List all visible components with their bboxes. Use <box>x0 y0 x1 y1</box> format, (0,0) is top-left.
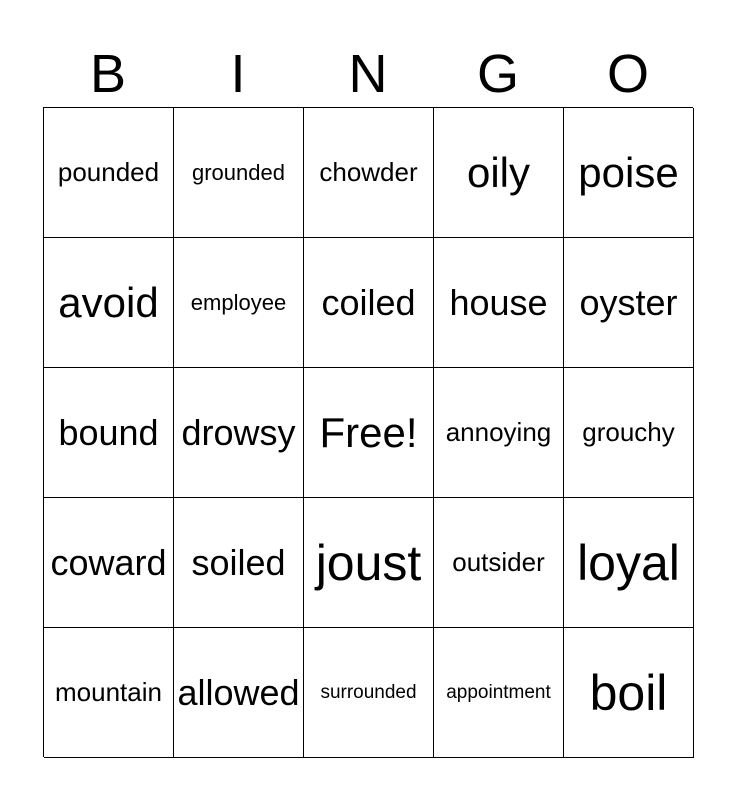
free-space-cell[interactable]: Free! <box>304 368 434 498</box>
header-letter-b: B <box>89 44 127 104</box>
header-letter-g: G <box>476 44 519 104</box>
bingo-cell[interactable]: coiled <box>304 238 434 368</box>
header-letter-o: O <box>606 44 649 104</box>
bingo-cell[interactable]: soiled <box>174 498 304 628</box>
bingo-cell[interactable]: joust <box>304 498 434 628</box>
bingo-cell[interactable]: surrounded <box>304 628 434 758</box>
bingo-cell[interactable]: poise <box>564 108 694 238</box>
bingo-cell[interactable]: bound <box>44 368 174 498</box>
bingo-cell[interactable]: oily <box>434 108 564 238</box>
bingo-cell[interactable]: drowsy <box>174 368 304 498</box>
bingo-cell[interactable]: annoying <box>434 368 564 498</box>
bingo-cell[interactable]: boil <box>564 628 694 758</box>
bingo-cell[interactable]: avoid <box>44 238 174 368</box>
bingo-cell[interactable]: appointment <box>434 628 564 758</box>
bingo-cell[interactable]: allowed <box>174 628 304 758</box>
bingo-cell[interactable]: outsider <box>434 498 564 628</box>
bingo-cell[interactable]: grounded <box>174 108 304 238</box>
bingo-cell[interactable]: oyster <box>564 238 694 368</box>
bingo-header <box>43 40 693 108</box>
bingo-cell[interactable]: chowder <box>304 108 434 238</box>
header-letter-n: N <box>348 44 388 104</box>
bingo-cell[interactable]: loyal <box>564 498 694 628</box>
bingo-cell[interactable]: employee <box>174 238 304 368</box>
bingo-cell[interactable]: grouchy <box>564 368 694 498</box>
bingo-cell[interactable]: mountain <box>44 628 174 758</box>
header-letter-i: I <box>230 44 246 104</box>
bingo-cell[interactable]: pounded <box>44 108 174 238</box>
bingo-board <box>43 107 693 757</box>
bingo-cell[interactable]: coward <box>44 498 174 628</box>
bingo-cell[interactable]: house <box>434 238 564 368</box>
